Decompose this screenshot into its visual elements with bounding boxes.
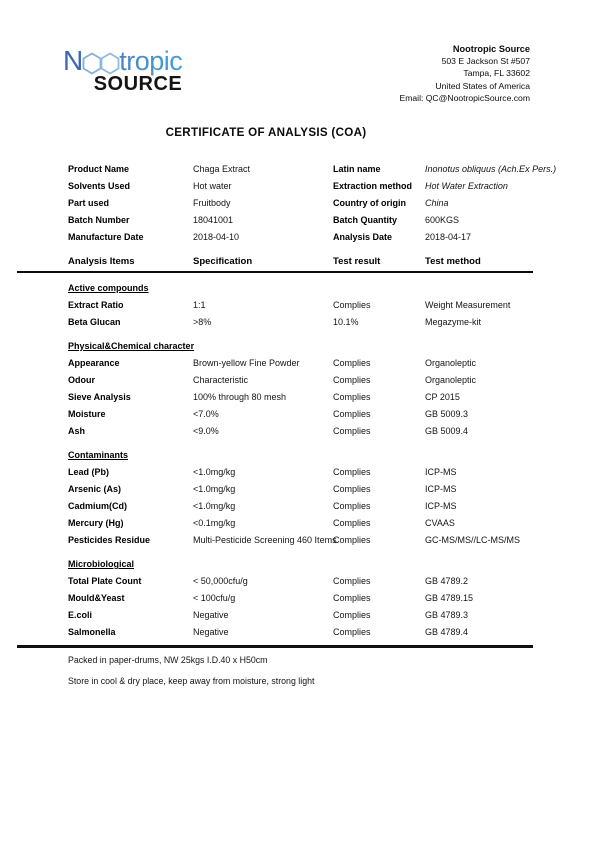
analysis-item-cell: Moisture: [68, 409, 106, 419]
test-method-cell: Organoleptic: [425, 375, 477, 385]
specification-cell: Multi-Pesticide Screening 460 Items: [193, 535, 337, 545]
analysis-row: [17, 372, 583, 389]
test-result-cell: Complies: [333, 535, 371, 545]
field-value: Chaga Extract: [193, 164, 251, 174]
column-header: Test method: [425, 256, 481, 267]
table-header-row: [17, 254, 583, 269]
test-method-cell: GB 4789.3: [425, 610, 469, 620]
specification-cell: <1.0mg/kg: [193, 501, 236, 511]
test-result-cell: Complies: [333, 593, 371, 603]
hexagon-icon: [100, 52, 120, 75]
test-result-cell: Complies: [333, 576, 371, 586]
analysis-row: [17, 624, 583, 641]
company-email: Email: QC@NootropicSource.com: [399, 92, 530, 103]
test-result-cell: Complies: [333, 300, 371, 310]
analysis-item-cell: Sieve Analysis: [68, 392, 131, 402]
field-value: 2018-04-17: [425, 232, 472, 242]
footer-divider: [17, 645, 533, 648]
test-method-cell: GC-MS/MS//LC-MS/MS: [425, 535, 521, 545]
test-method-cell: GB 5009.4: [425, 426, 469, 436]
test-result-cell: Complies: [333, 392, 371, 402]
test-method-cell: Weight Measurement: [425, 300, 511, 310]
test-result-cell: Complies: [333, 484, 371, 494]
analysis-item-cell: Odour: [68, 375, 95, 385]
logo-letter-n: N: [63, 45, 83, 76]
field-label: Solvents Used: [68, 181, 131, 191]
section-heading: Microbiological: [68, 559, 135, 569]
specification-cell: <7.0%: [193, 409, 219, 419]
analysis-row: [17, 464, 583, 481]
test-result-cell: Complies: [333, 610, 371, 620]
test-result-cell: 10.1%: [333, 317, 359, 327]
field-label: Batch Number: [68, 215, 130, 225]
field-label: Manufacture Date: [68, 232, 144, 242]
analysis-row: [17, 355, 583, 372]
field-label: Extraction method: [333, 181, 413, 191]
analysis-row: [17, 423, 583, 440]
field-label: Country of origin: [333, 198, 406, 208]
analysis-item-cell: Cadmium(Cd): [68, 501, 127, 511]
test-method-cell: GB 4789.15: [425, 593, 474, 603]
specification-cell: 1:1: [193, 300, 206, 310]
logo-wordmark: [63, 46, 182, 76]
test-method-cell: GB 5009.3: [425, 409, 469, 419]
nootropic-source-logo: [63, 46, 182, 96]
analysis-table: [17, 254, 583, 641]
field-value: China: [425, 198, 449, 208]
column-header: Specification: [193, 256, 253, 267]
test-result-cell: Complies: [333, 358, 371, 368]
product-info: [17, 161, 583, 246]
logo-word-rest: tropic: [119, 45, 183, 76]
specification-cell: <1.0mg/kg: [193, 467, 236, 477]
header-divider: [17, 271, 533, 273]
logo-subtitle: SOURCE: [93, 73, 183, 95]
field-label: Part used: [68, 198, 110, 208]
section-heading: Physical&Chemical character: [68, 341, 195, 351]
test-method-cell: Organoleptic: [425, 358, 477, 368]
test-method-cell: GB 4789.4: [425, 627, 469, 637]
test-result-cell: Complies: [333, 501, 371, 511]
analysis-item-cell: Ash: [68, 426, 86, 436]
analysis-item-cell: Mould&Yeast: [68, 593, 125, 603]
product-info-row: [17, 229, 583, 246]
field-value: Hot Water Extraction: [425, 181, 508, 191]
packaging-note: Packed in paper-drums, NW 25kgs I.D.40 x H50cm: [68, 655, 268, 665]
field-value: Inonotus obliquus (Ach.Ex Pers.): [425, 164, 557, 174]
analysis-row: [17, 573, 583, 590]
field-label: Product Name: [68, 164, 130, 174]
analysis-row: [17, 532, 583, 549]
analysis-row: [17, 607, 583, 624]
product-info-row: [17, 212, 583, 229]
page-title: CERTIFICATE OF ANALYSIS (COA): [165, 126, 367, 139]
specification-cell: < 50,000cfu/g: [193, 576, 248, 586]
product-info-row: [17, 178, 583, 195]
analysis-row: [17, 498, 583, 515]
analysis-item-cell: Total Plate Count: [68, 576, 142, 586]
analysis-row: [17, 406, 583, 423]
specification-cell: Negative: [193, 627, 229, 637]
field-label: Batch Quantity: [333, 215, 398, 225]
test-method-cell: CP 2015: [425, 392, 460, 402]
test-method-cell: Megazyme-kit: [425, 317, 482, 327]
test-method-cell: GB 4789.2: [425, 576, 469, 586]
company-address-line: 503 E Jackson St #507: [441, 56, 530, 67]
product-info-row: [17, 161, 583, 178]
field-value: 18041001: [193, 215, 234, 225]
hexagon-icon: [82, 52, 102, 75]
field-label: Latin name: [333, 164, 381, 174]
test-method-cell: ICP-MS: [425, 467, 457, 477]
field-value: Fruitbody: [193, 198, 231, 208]
column-header: Test result: [333, 256, 381, 267]
analysis-item-cell: E.coli: [68, 610, 93, 620]
company-address-line: Tampa, FL 33602: [463, 68, 530, 79]
analysis-item-cell: Lead (Pb): [68, 467, 110, 477]
test-result-cell: Complies: [333, 375, 371, 385]
analysis-row: [17, 590, 583, 607]
field-value: 2018-04-10: [193, 232, 240, 242]
test-result-cell: Complies: [333, 627, 371, 637]
analysis-item-cell: Extract Ratio: [68, 300, 124, 310]
specification-cell: >8%: [193, 317, 212, 327]
company-name: Nootropic Source: [452, 44, 530, 54]
section-heading: Contaminants: [68, 450, 129, 460]
test-method-cell: CVAAS: [425, 518, 455, 528]
analysis-item-cell: Beta Glucan: [68, 317, 121, 327]
analysis-item-cell: Pesticides Residue: [68, 535, 151, 545]
test-result-cell: Complies: [333, 467, 371, 477]
specification-cell: Brown-yellow Fine Powder: [193, 358, 300, 368]
specification-cell: 100% through 80 mesh: [193, 392, 287, 402]
test-method-cell: ICP-MS: [425, 484, 457, 494]
specification-cell: Negative: [193, 610, 229, 620]
company-address-block: [230, 43, 530, 104]
analysis-row: [17, 314, 583, 331]
storage-note: Store in cool & dry place, keep away from moisture, strong light: [68, 676, 315, 686]
analysis-item-cell: Mercury (Hg): [68, 518, 124, 528]
test-result-cell: Complies: [333, 426, 371, 436]
analysis-row: [17, 481, 583, 498]
analysis-row: [17, 297, 583, 314]
specification-cell: <1.0mg/kg: [193, 484, 236, 494]
specification-cell: <0.1mg/kg: [193, 518, 236, 528]
analysis-item-cell: Salmonella: [68, 627, 116, 637]
analysis-row: [17, 389, 583, 406]
field-label: Analysis Date: [333, 232, 393, 242]
specification-cell: Characteristic: [193, 375, 249, 385]
column-header: Analysis Items: [68, 256, 135, 267]
analysis-row: [17, 515, 583, 532]
test-method-cell: ICP-MS: [425, 501, 457, 511]
field-value: 600KGS: [425, 215, 460, 225]
analysis-item-cell: Appearance: [68, 358, 120, 368]
specification-cell: < 100cfu/g: [193, 593, 236, 603]
test-result-cell: Complies: [333, 518, 371, 528]
product-info-row: [17, 195, 583, 212]
analysis-item-cell: Arsenic (As): [68, 484, 122, 494]
specification-cell: <9.0%: [193, 426, 219, 436]
test-result-cell: Complies: [333, 409, 371, 419]
field-value: Hot water: [193, 181, 232, 191]
section-heading: Active compounds: [68, 283, 149, 293]
company-address-line: United States of America: [435, 80, 530, 91]
